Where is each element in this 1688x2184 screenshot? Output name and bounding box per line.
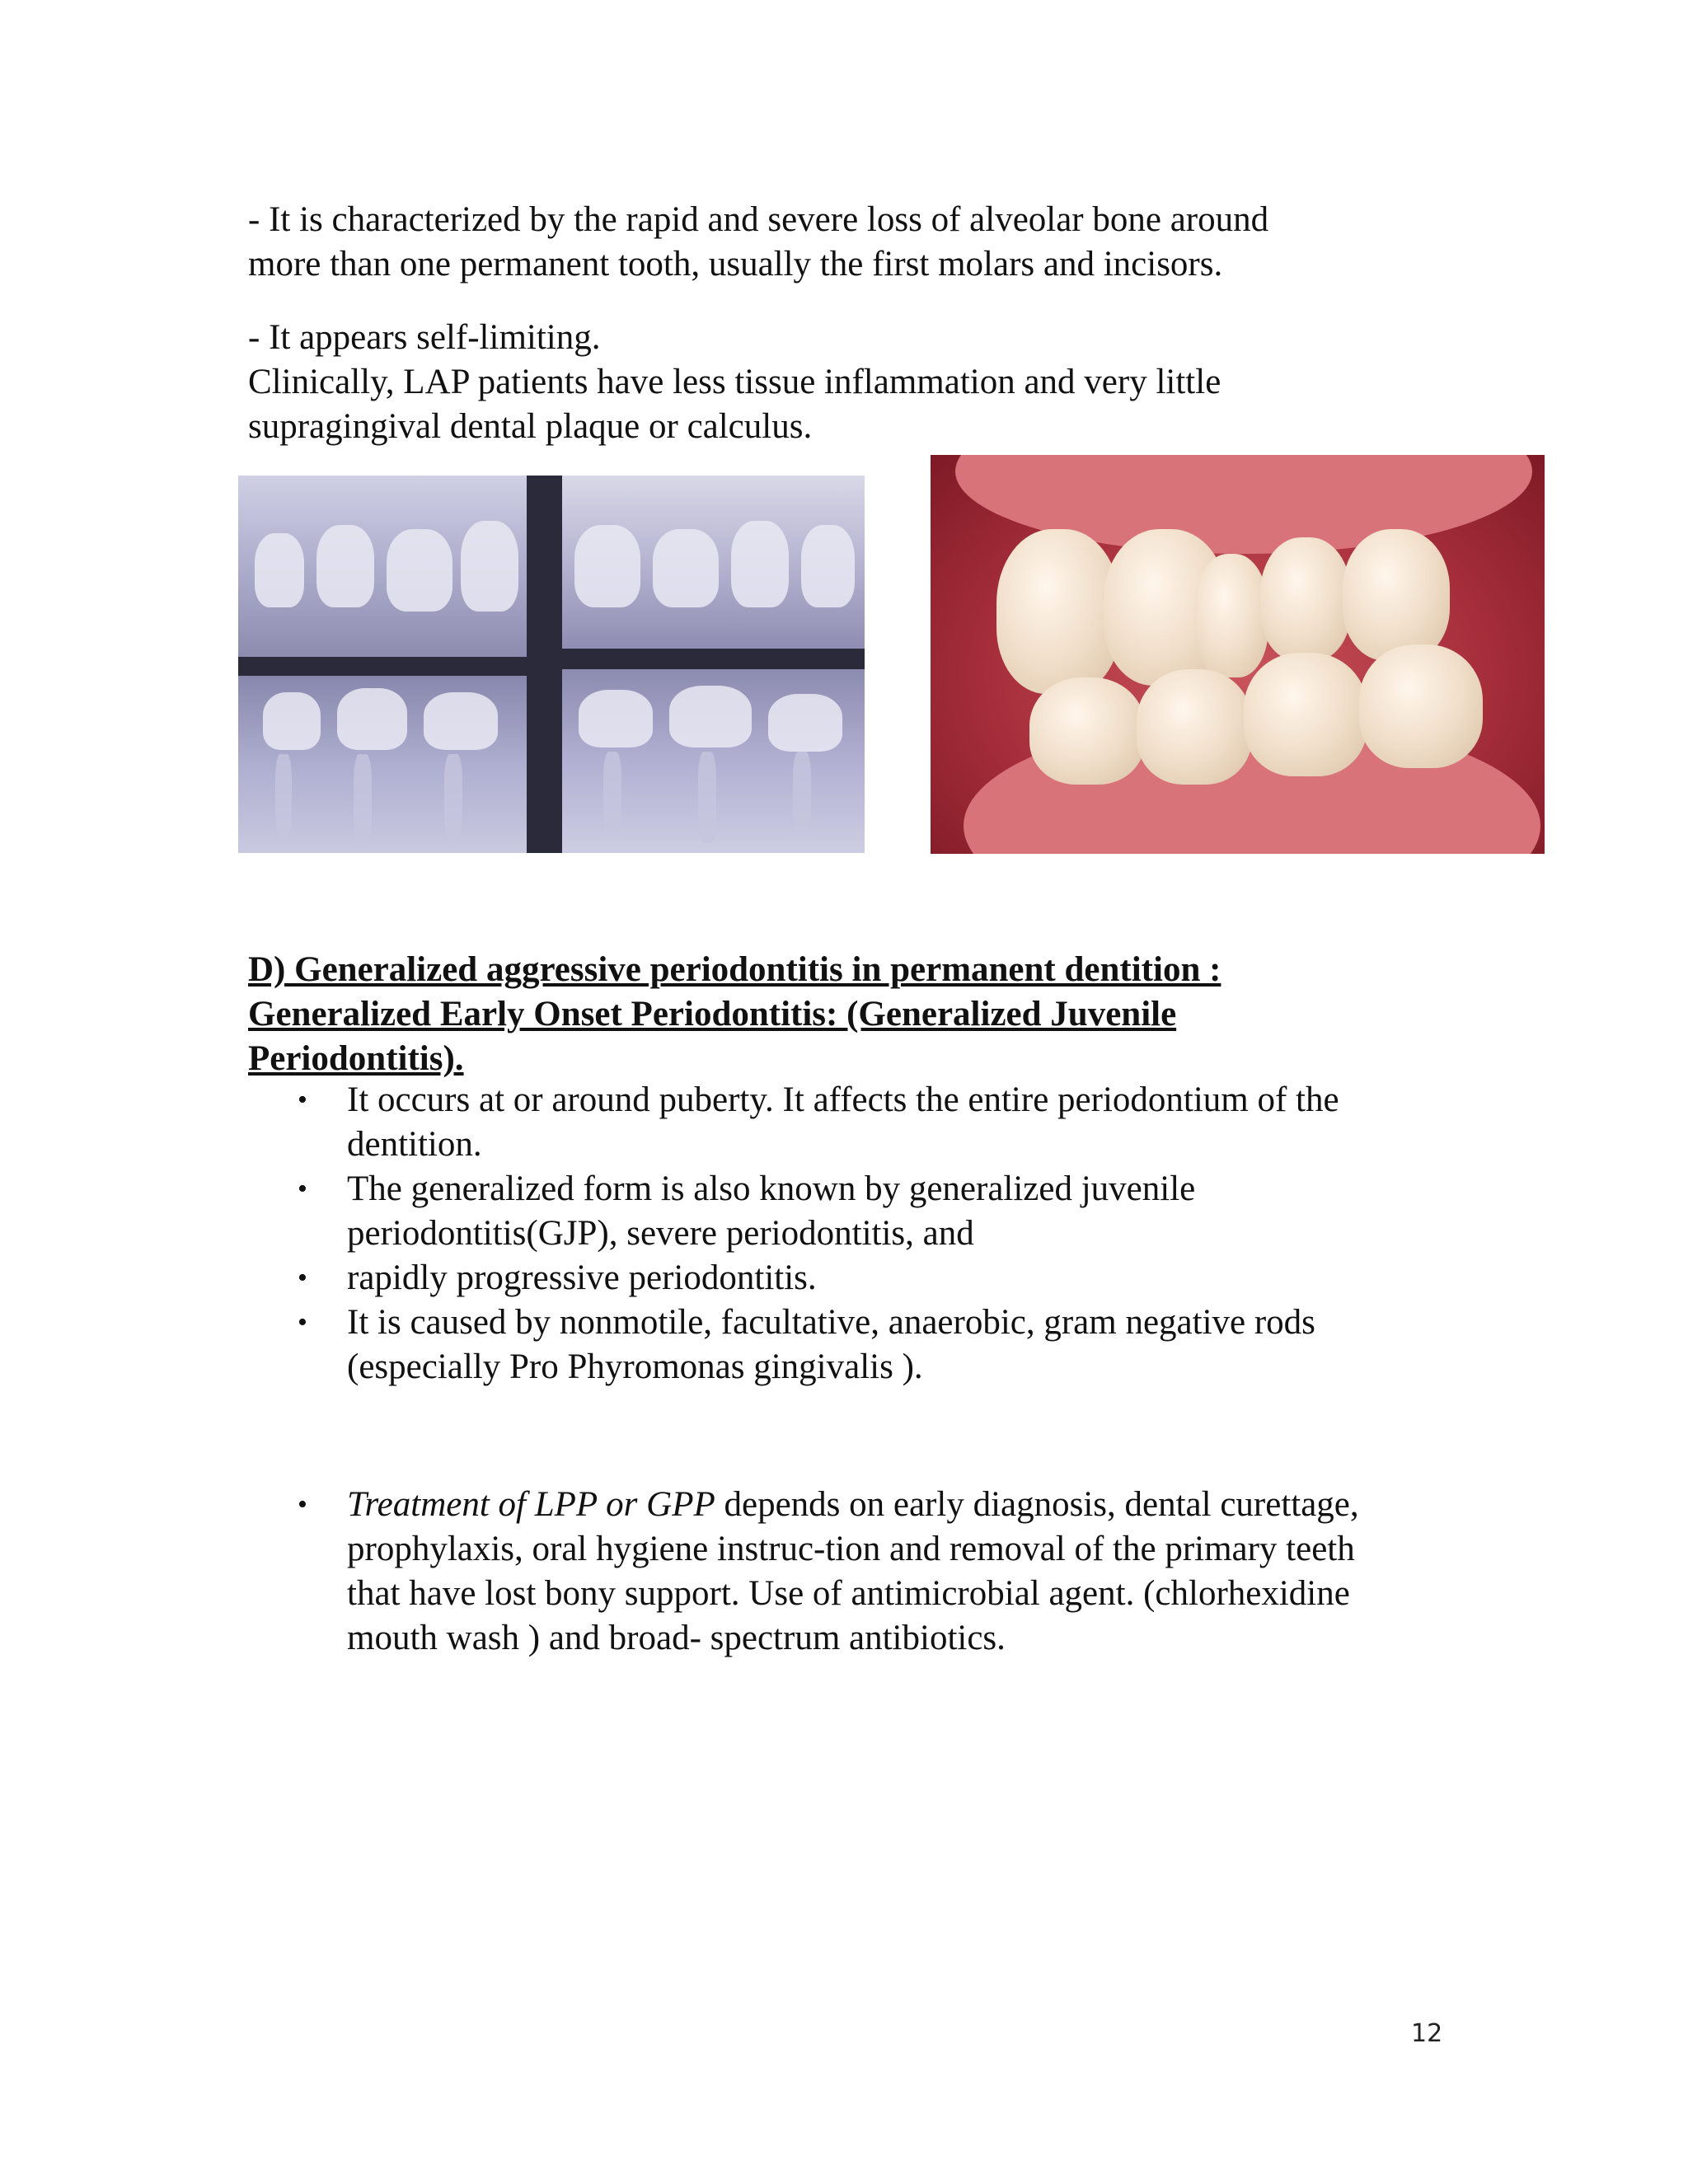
bullet-icon: • xyxy=(298,1307,307,1338)
text-line: prophylaxis, oral hygiene instruc-tion and removal of the primary teeth xyxy=(347,1530,1355,1568)
treatment-line-rest: depends on early diagnosis, dental curettage, xyxy=(715,1485,1359,1524)
text-line: (especially Pro Phyromonas gingivalis ). xyxy=(347,1347,923,1386)
list-item xyxy=(248,1078,1484,1167)
bullet-icon: • xyxy=(298,1263,307,1293)
radiograph-film-lower-right xyxy=(562,669,865,853)
text-line: - It is characterized by the rapid and severe loss of alveolar bone around xyxy=(248,200,1269,239)
text-line: - It appears self-limiting. xyxy=(248,318,601,357)
treatment-italic-lead: Treatment of LPP or GPP xyxy=(347,1485,715,1524)
treatment-bullet-list xyxy=(248,1483,1484,1661)
text-line: rapidly progressive periodontitis. xyxy=(347,1258,817,1297)
dental-radiograph-image xyxy=(238,476,865,853)
text-line: periodontitis(GJP), severe periodontitis, and xyxy=(347,1214,974,1253)
clinical-teeth-photo xyxy=(931,455,1545,854)
radiograph-film-upper-right xyxy=(562,476,865,649)
text-line: mouth wash ) and broad- spectrum antibiotics. xyxy=(347,1619,1006,1657)
heading-line: D) Generalized aggressive periodontitis in permanent dentition : xyxy=(248,950,1221,989)
text-line: that have lost bony support. Use of antimicrobial agent. (chlorhexidine xyxy=(347,1574,1350,1613)
section-d-heading xyxy=(248,948,1484,1081)
radiograph-film-lower-left xyxy=(238,676,527,853)
treatment-first-line xyxy=(347,1483,1484,1527)
intro-paragraph-2 xyxy=(248,316,1451,449)
text-line: Clinically, LAP patients have less tissue inflammation and very little xyxy=(248,363,1221,401)
heading-line: Periodontitis). xyxy=(248,1039,464,1078)
list-item xyxy=(248,1256,1484,1301)
text-line: The generalized form is also known by generalized juvenile xyxy=(347,1169,1196,1208)
text-line: more than one permanent tooth, usually the first molars and incisors. xyxy=(248,245,1223,284)
bullet-icon: • xyxy=(298,1489,307,1520)
section-d-bullet-list xyxy=(248,1078,1484,1390)
text-line: dentition. xyxy=(347,1125,482,1164)
text-line: supragingival dental plaque or calculus. xyxy=(248,407,813,446)
page-number: 12 xyxy=(1411,2019,1443,2048)
list-item xyxy=(248,1301,1484,1390)
heading-line: Generalized Early Onset Periodontitis: (Generalized Juvenile xyxy=(248,995,1177,1033)
bullet-icon: • xyxy=(298,1085,307,1115)
radiograph-film-upper-left xyxy=(238,476,527,657)
intro-paragraph-1 xyxy=(248,198,1451,287)
text-line: It is caused by nonmotile, facultative, anaerobic, gram negative rods xyxy=(347,1303,1315,1342)
text-line: It occurs at or around puberty. It affects the entire periodontium of the xyxy=(347,1080,1339,1119)
bullet-icon: • xyxy=(298,1174,307,1204)
list-item xyxy=(248,1483,1484,1661)
list-item xyxy=(248,1167,1484,1256)
